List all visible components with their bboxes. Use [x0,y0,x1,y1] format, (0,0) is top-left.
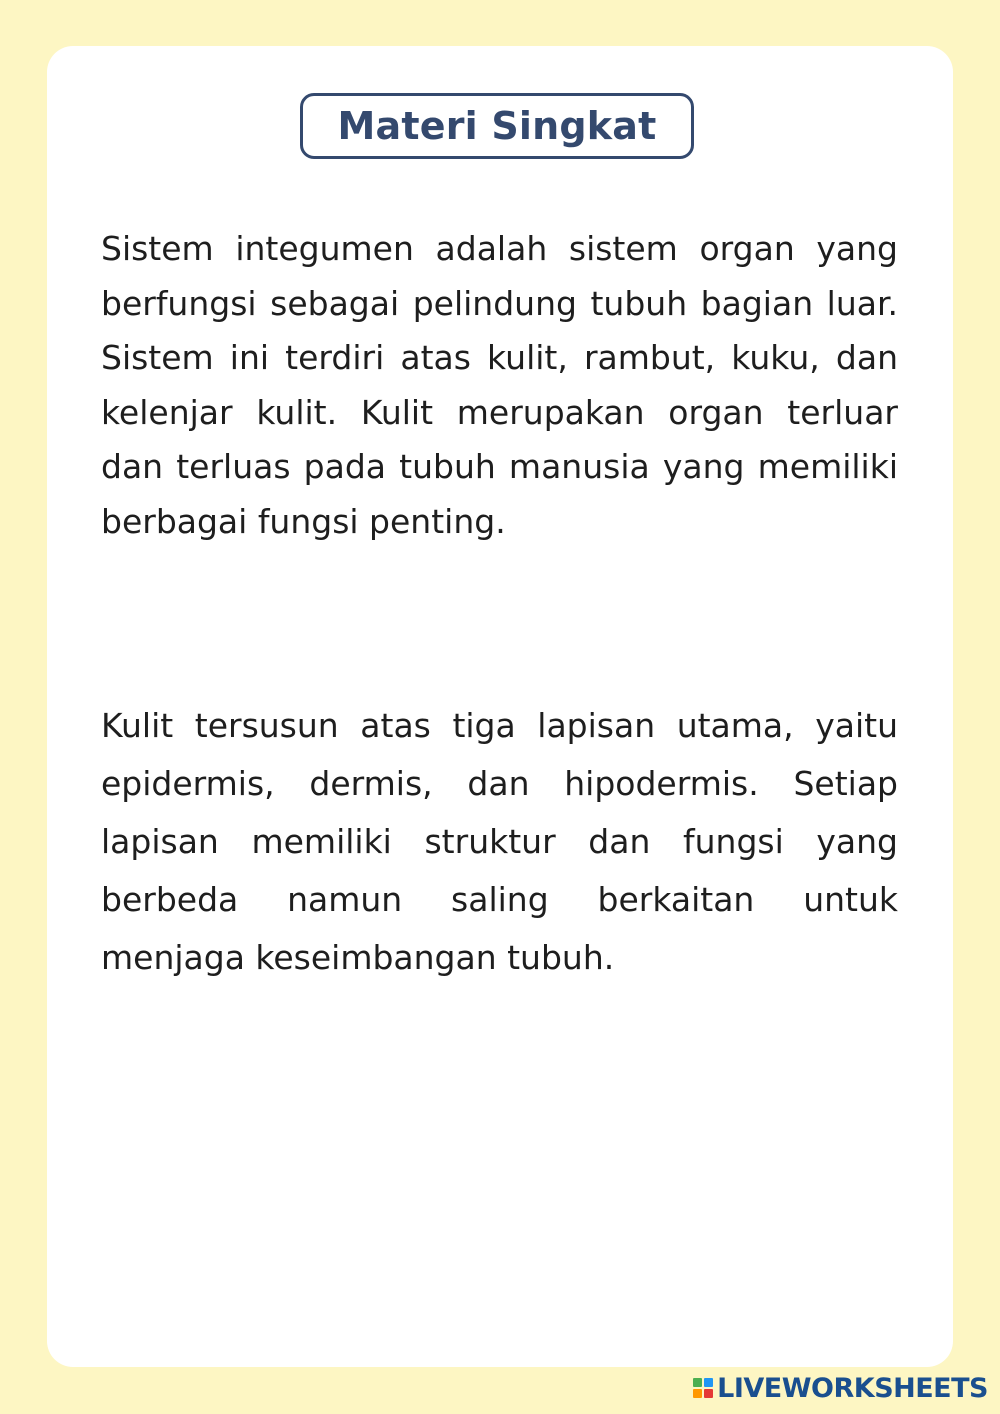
liveworksheets-logo-icon [693,1378,713,1398]
page-title: Materi Singkat [337,104,657,148]
paragraph-skin-layers: Kulit tersusun atas tiga lapisan utama, yaitu epidermis, dermis, dan hipodermis. Setiap lapisan memiliki struktur dan fungsi yang berbeda namun saling berkaitan untuk menjaga keseimbangan tubuh. [101,706,898,977]
footer-brand[interactable] [693,1370,988,1406]
paragraph-intro: Sistem integumen adalah sistem organ yang berfungsi sebagai pelindung tubuh bagian luar. Sistem ini terdiri atas kulit, rambut, kuku, dan kelenjar kulit. Kulit merupakan organ terluar dan terluas pada tubuh manusia yang memiliki berbagai fungsi penting. [101,229,898,541]
title-badge [300,93,694,159]
brand-name: LIVEWORKSHEETS [717,1372,988,1404]
content-card [47,46,953,1367]
